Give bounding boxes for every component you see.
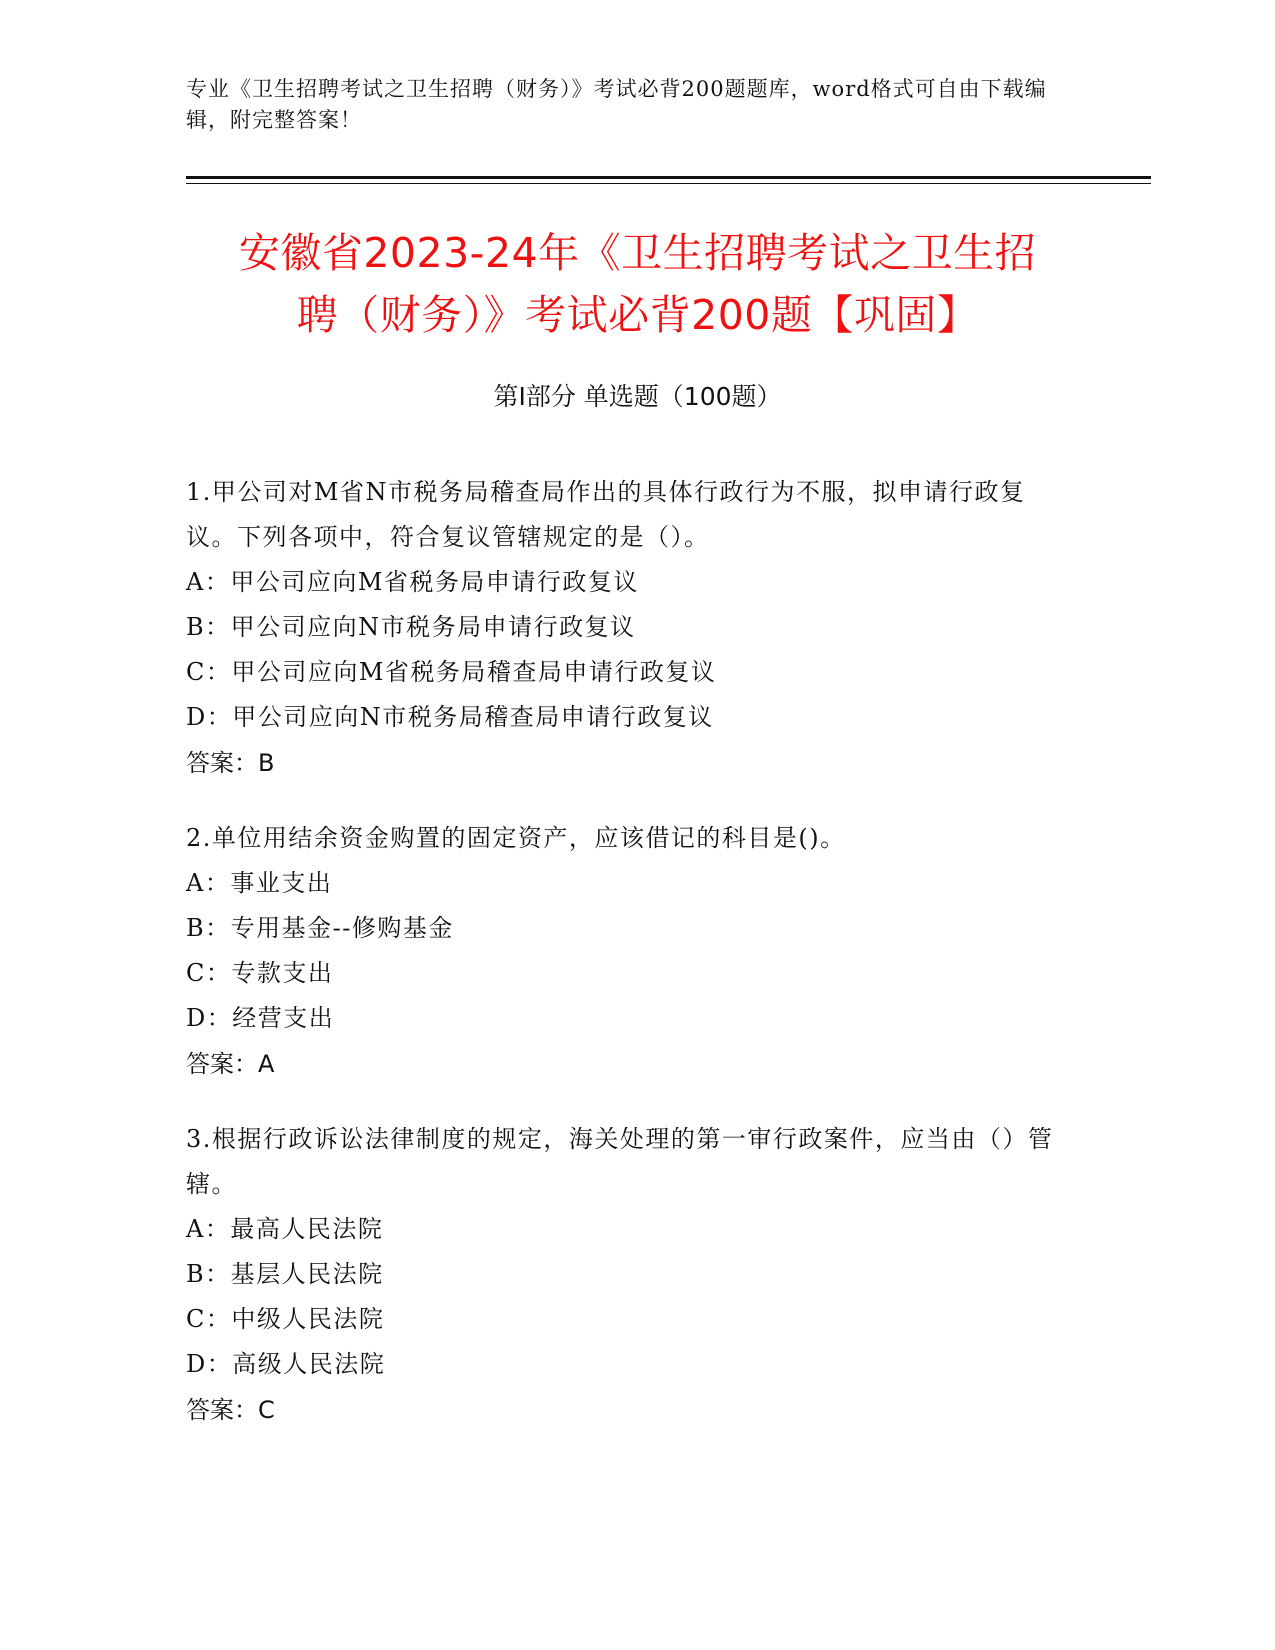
option-a: A：最高人民法院: [186, 1215, 384, 1243]
option-a: A：事业支出: [186, 869, 333, 897]
option-b: B：甲公司应向N市税务局申请行政复议: [186, 613, 636, 641]
question-1: [186, 470, 1066, 786]
section-title: 第Ⅰ部分 单选题（100题）: [493, 382, 782, 411]
option-c: C：甲公司应向M省税务局稽查局申请行政复议: [186, 658, 717, 686]
question-3: [186, 1117, 1066, 1433]
option-d: D：经营支出: [186, 1004, 335, 1032]
title-line-1: 安徽省2023-24年《卫生招聘考试之卫生招: [238, 229, 1037, 277]
answer-line: 答案：C: [186, 1396, 275, 1424]
option-b: B：专用基金--修购基金: [186, 914, 454, 942]
question-2: [186, 816, 1066, 1087]
document-title: [150, 222, 1125, 346]
option-b: B：基层人民法院: [186, 1260, 384, 1288]
header-note: 专业《卫生招聘考试之卫生招聘（财务）》考试必背200题题库，word格式可自由下载编辑，附完整答案！: [186, 77, 1047, 132]
option-d: D：高级人民法院: [186, 1350, 386, 1378]
question-stem: 3.根据行政诉讼法律制度的规定，海关处理的第一审行政案件，应当由（）管辖。: [186, 1125, 1054, 1198]
header-rule-thin: [186, 183, 1151, 184]
header-rule-thick: [186, 176, 1151, 179]
answer-line: 答案：B: [186, 749, 275, 777]
option-d: D：甲公司应向N市税务局稽查局申请行政复议: [186, 703, 714, 731]
title-line-2: 聘（财务）》考试必背200题【巩固】: [296, 291, 979, 339]
option-c: C：专款支出: [186, 959, 334, 987]
question-stem: 1.甲公司对M省N市税务局稽查局作出的具体行政行为不服，拟申请行政复议。下列各项中，符合复议管辖规定的是（）。: [186, 478, 1026, 551]
answer-line: 答案：A: [186, 1050, 275, 1078]
question-list: [186, 470, 1066, 1463]
option-c: C：中级人民法院: [186, 1305, 385, 1333]
question-stem: 2.单位用结余资金购置的固定资产，应该借记的科目是()。: [186, 824, 846, 852]
option-a: A：甲公司应向M省税务局申请行政复议: [186, 568, 639, 596]
